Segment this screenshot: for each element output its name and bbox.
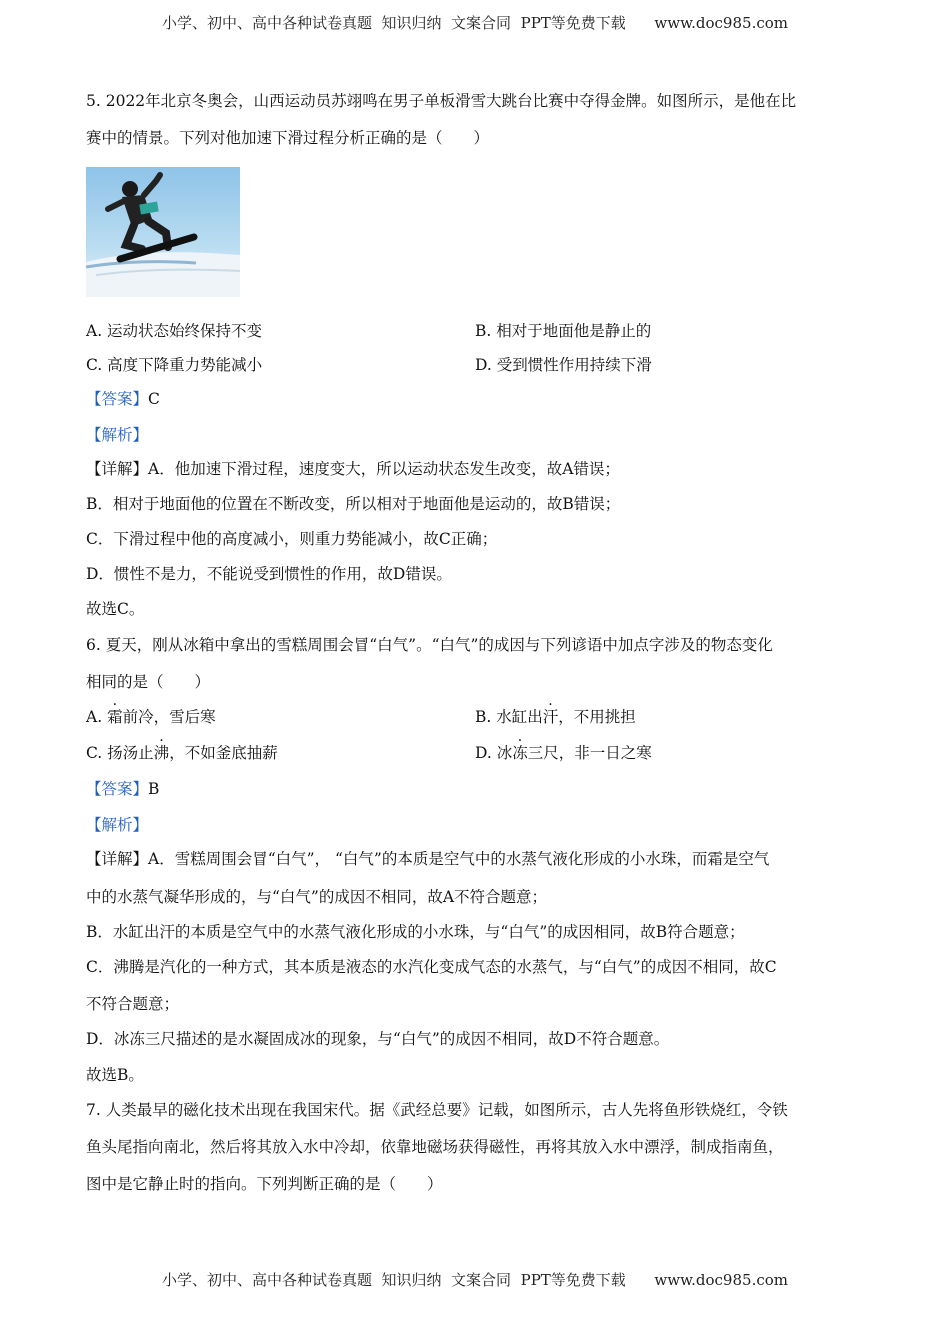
analysis-tag: 【解析】 bbox=[86, 816, 149, 834]
option-b-rest: ，不用挑担 bbox=[558, 708, 636, 726]
answer-tag: 【答案】 bbox=[86, 390, 149, 408]
q6-detail-4: D．冰冻三尺描述的是水凝固成冰的现象，与“白气”的成因不相同，故D不符合题意。 bbox=[86, 1030, 670, 1048]
q6-option-b bbox=[475, 707, 636, 727]
q6-stem-line1: 6. 夏天，刚从冰箱中拿出的雪糕周围会冒“白气”。“白气”的成因与下列谚语中加点字涉及的物态变化 bbox=[86, 636, 773, 654]
q5-stem-line2: 赛中的情景。下列对他加速下滑过程分析正确的是（ ） bbox=[86, 129, 490, 147]
q6-detail-1 bbox=[86, 849, 769, 869]
q7-stem-line1: 7. 人类最早的磁化技术出现在我国宋代。据《武经总要》记载，如图所示，古人先将鱼形铁烧红，令铁 bbox=[86, 1101, 788, 1119]
q5-answer bbox=[86, 389, 160, 409]
detail-text: A．他加速下滑过程，速度变大，所以运动状态发生改变，故A错误； bbox=[148, 460, 620, 478]
snowboarder-illustration bbox=[86, 167, 240, 297]
emphasis-char-c: 沸 bbox=[153, 744, 170, 762]
option-d-prefix: D. 冰 bbox=[475, 744, 513, 762]
answer-value: B bbox=[148, 780, 160, 798]
option-b-prefix: B. 水缸出 bbox=[475, 708, 543, 726]
page-header: 小学、初中、高中各种试卷真题 知识归纳 文案合同 PPT等免费下载 www.doc985.com bbox=[161, 14, 788, 32]
answer-value: C bbox=[148, 390, 160, 408]
q6-option-d bbox=[475, 743, 652, 763]
q5-option-d: D. 受到惯性作用持续下滑 bbox=[475, 356, 652, 374]
emphasis-char-d: 冻 bbox=[512, 744, 528, 762]
option-d-rest: 三尺，非一日之寒 bbox=[527, 744, 652, 762]
q6-answer bbox=[86, 779, 159, 799]
detail-text: A．雪糕周围会冒“白气”， “白气”的本质是空气中的水蒸气液化形成的小水珠，而霜是空气 bbox=[148, 850, 770, 868]
detail-tag: 【详解】 bbox=[86, 850, 149, 868]
snowboarder-photo bbox=[86, 167, 240, 297]
q7-stem-line3: 图中是它静止时的指向。下列判断正确的是（ ） bbox=[86, 1175, 443, 1193]
q5-option-c: C. 高度下降重力势能减小 bbox=[86, 356, 263, 374]
q5-detail-3: C．下滑过程中他的高度减小，则重力势能减小，故C正确； bbox=[86, 530, 498, 548]
q5-conclusion: 故选C。 bbox=[86, 600, 145, 618]
option-c-prefix: C. 扬汤止 bbox=[86, 744, 154, 762]
q5-detail-4: D．惯性不是力，不能说受到惯性的作用，故D错误。 bbox=[86, 565, 452, 583]
emphasis-char-b: 汗 bbox=[542, 708, 559, 726]
q5-option-b: B. 相对于地面他是静止的 bbox=[475, 322, 652, 340]
q7-stem-line2: 鱼头尾指向南北，然后将其放入水中冷却，依靠地磁场获得磁性，再将其放入水中漂浮，制成指南鱼， bbox=[86, 1138, 784, 1156]
q6-stem-line2: 相同的是（ ） bbox=[86, 673, 211, 691]
page-footer: 小学、初中、高中各种试卷真题 知识归纳 文案合同 PPT等免费下载 www.doc985.com bbox=[161, 1271, 788, 1289]
q6-conclusion: 故选B。 bbox=[86, 1066, 144, 1084]
q5-stem-line1: 5. 2022年北京冬奥会，山西运动员苏翊鸣在男子单板滑雪大跳台比赛中夺得金牌。如图所示，是他在比 bbox=[86, 92, 797, 110]
option-a-rest: 前冷，雪后寒 bbox=[122, 708, 216, 726]
detail-tag: 【详解】 bbox=[86, 460, 149, 478]
option-c-rest: ，不如釜底抽薪 bbox=[169, 744, 278, 762]
q6-detail-1b: 中的水蒸气凝华形成的，与“白气”的成因不相同，故A不符合题意； bbox=[86, 888, 548, 906]
q6-option-a bbox=[86, 707, 216, 727]
option-a-prefix: A. bbox=[86, 708, 108, 726]
analysis-tag: 【解析】 bbox=[86, 426, 149, 444]
q5-analysis-tag bbox=[86, 425, 148, 445]
q6-analysis-tag bbox=[86, 815, 148, 835]
q5-option-a: A. 运动状态始终保持不变 bbox=[86, 322, 263, 340]
q5-detail-1 bbox=[86, 459, 620, 479]
q6-detail-3b: 不符合题意； bbox=[86, 995, 180, 1013]
q6-detail-2: B．水缸出汗的本质是空气中的水蒸气液化形成的小水珠，与“白气”的成因相同，故B符合题意； bbox=[86, 923, 745, 941]
q6-option-c bbox=[86, 743, 278, 763]
emphasis-char-a: 霜 bbox=[107, 708, 123, 726]
q5-detail-2: B．相对于地面他的位置在不断改变，所以相对于地面他是运动的，故B错误； bbox=[86, 495, 621, 513]
q6-detail-3: C．沸腾是汽化的一种方式，其本质是液态的水汽化变成气态的水蒸气，与“白气”的成因不相同，故C bbox=[86, 958, 777, 976]
answer-tag: 【答案】 bbox=[86, 780, 149, 798]
